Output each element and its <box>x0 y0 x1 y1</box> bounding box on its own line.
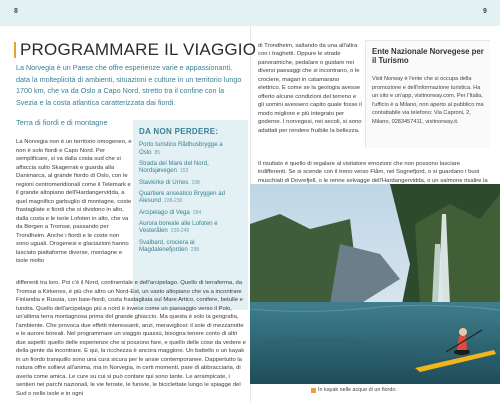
must-see-name: Stavkirke di Urnes <box>139 178 189 186</box>
must-see-name: Arcipelago di Vega <box>139 208 190 216</box>
list-item <box>139 179 245 188</box>
top-band <box>0 0 500 26</box>
intro-paragraph: La Norvegia è un Paese che offre esperienze varie e appassionanti, data la molteplicità di ambienti, situazioni e culture in un territorio lungo 1700 km, che va da Oslo a Capo Nord, stretto tra il confine con la Svezia e la costa atlantica caratterizzata dai fiordi. <box>16 63 242 107</box>
list-item <box>139 239 245 255</box>
list-item <box>139 160 245 176</box>
page-number-left: 8 <box>14 8 18 15</box>
list-item <box>139 209 245 218</box>
must-see-name: Svalbard, crociera al Magdalenefjorden <box>139 238 195 254</box>
must-see-name: Quartiere anseatico Bryggen ad Alesund <box>139 189 226 205</box>
page-number-right: 9 <box>483 8 487 15</box>
page-ref: 294 <box>192 209 202 216</box>
page-ref: 239-249 <box>170 228 190 235</box>
page-ref: 85 <box>154 149 161 156</box>
section-subheading: Terra di fiordi e di montagne <box>16 118 108 127</box>
page-title: PROGRAMMARE IL VIAGGIO <box>20 40 257 59</box>
must-see-name: Strada del Mare del Nord, Nordsjøvegen <box>139 159 209 175</box>
page-ref: 298 <box>190 247 200 254</box>
body-paragraph-1: La Norvegia non è un territorio omogeneo, e non è solo fiordi e Capo Nord. Per semplificare, si va dalla costa sud che si affaccia sullo Skagerrak e guarda alla Danimarca, al grande fiordo di Oslo, con le regioni centromeridionali come il Telemark e il grande altopiano dell'Hardangervidda, a quel magnifico garbuglio di montagne, coste frastagliate e fiordi che si dividono in alto, dalla costa e le isole Lofoten in alto, che va da Bergen a Tromsø, passando per Trondheim. Anche i fiordi e le coste non sono uguali. Orogenesi e glaciazioni hanno lasciato piattaforme diverse, montagne e isole molto <box>16 139 132 264</box>
info-box-title: Ente Nazionale Norvegese per il Turismo <box>372 47 484 66</box>
right-column-text: di Trondheim, saltando da una all'altra con i traghetti. Oppure le strade panoramiche, pedalare o guidare nei diversi paesaggi che si incontrano, o le crociere, magari in catamarano elettrico. E come se la geologia avesse offerto alcune condizioni del terreno e gli uomini avessero capito quale fosse il modo migliore e più integrato per goderne. I norvegesi, nei secoli, si sono adattati per rendere fruibile la bellezza. <box>258 43 362 134</box>
must-see-title: DA NON PERDERE: <box>139 127 219 136</box>
list-item <box>139 220 245 236</box>
page-ref: 228-230 <box>164 198 183 205</box>
photo-illustration <box>250 184 500 384</box>
fjord-kayak-photo <box>250 184 500 384</box>
list-item <box>139 190 245 206</box>
must-see-name: Aurora boreale alle Lofoten e Vesterålen <box>139 219 218 235</box>
caption-marker <box>311 388 316 393</box>
body-paragraph-2: differenti tra loro. Poi c'è il Nord, continentale e dell'arcipelago. Quello di terraferma, da Tromsø a Kirkenes, è più che altro un Nord-Est, un vasto altopiano che va a incontrare Finlandia e Russia, con baie-fiordi, costa frastagliata sul Mare Artico, conifere, betulle e tundra. Quello dell'arcipelago più a nord è invece come un paesaggio verso il Polo, un'altima terra montagnosa prima del grande ghiaccio. Ma questa è solo la geografia, l'ambiente. Che provoca due effetti interessanti, anzi, meravigliosi: il sole di mezzanotte e le aurore boreali. Nel programmare un viaggio quassù, bisogna tenere conto di altri due aspetti: quello delle esperienze che si possono fare, e quello delle cose da vedere e della gente da incontrare. E qui, la ricchezza è ancora maggiore. Un battello o un kayak in un fiordo tranquillo sono una cura sicura per le ansie contemporanee. Dappertutto la natura offre sollievi all'anima, ma in Norvegia, in certi momenti, pare di abbracciarla, di averla come amica. Le cure su cui si può contare qui sono tante. Le arrampicate, i sentieri nei parchi nazionali, le vie ferrate, le funivie, le biciclettate lungo le spiagge del Sud o nelle isole e in ogni <box>16 280 246 397</box>
title-accent-bar <box>14 42 16 58</box>
must-see-name: Porto turistico Rådhusbrygge a Oslo <box>139 141 223 156</box>
list-item <box>139 141 245 157</box>
info-box-text: Visit Norway è l'ente che si occupa della promozione e dell'informazione turistica. Ha un sito e un'app, visitnorway.com. Per l'Italia, l'ufficio è a Milano, non aperto al pubblico ma contattabile via telefono: Via Caproni, 2, Milano, 0283457411, visitnorway.it. <box>372 76 484 125</box>
page-ref: 198 <box>191 179 200 186</box>
must-see-list <box>139 141 245 257</box>
right-full-paragraph: Il risultato è quello di regalare al visitatore emozioni che non possono lasciare indifferenti. Se si scende con il treno verso Flåm, nel Sognefjord, o si guardano i buoi muschiati di Dovrefjell, o le renne selvagge dell'Hardangervidda, o un salmone risalire la <box>258 161 488 184</box>
page-ref: 153 <box>179 168 189 175</box>
photo-caption: In kayak nelle acque di un fiordo. <box>318 387 397 393</box>
